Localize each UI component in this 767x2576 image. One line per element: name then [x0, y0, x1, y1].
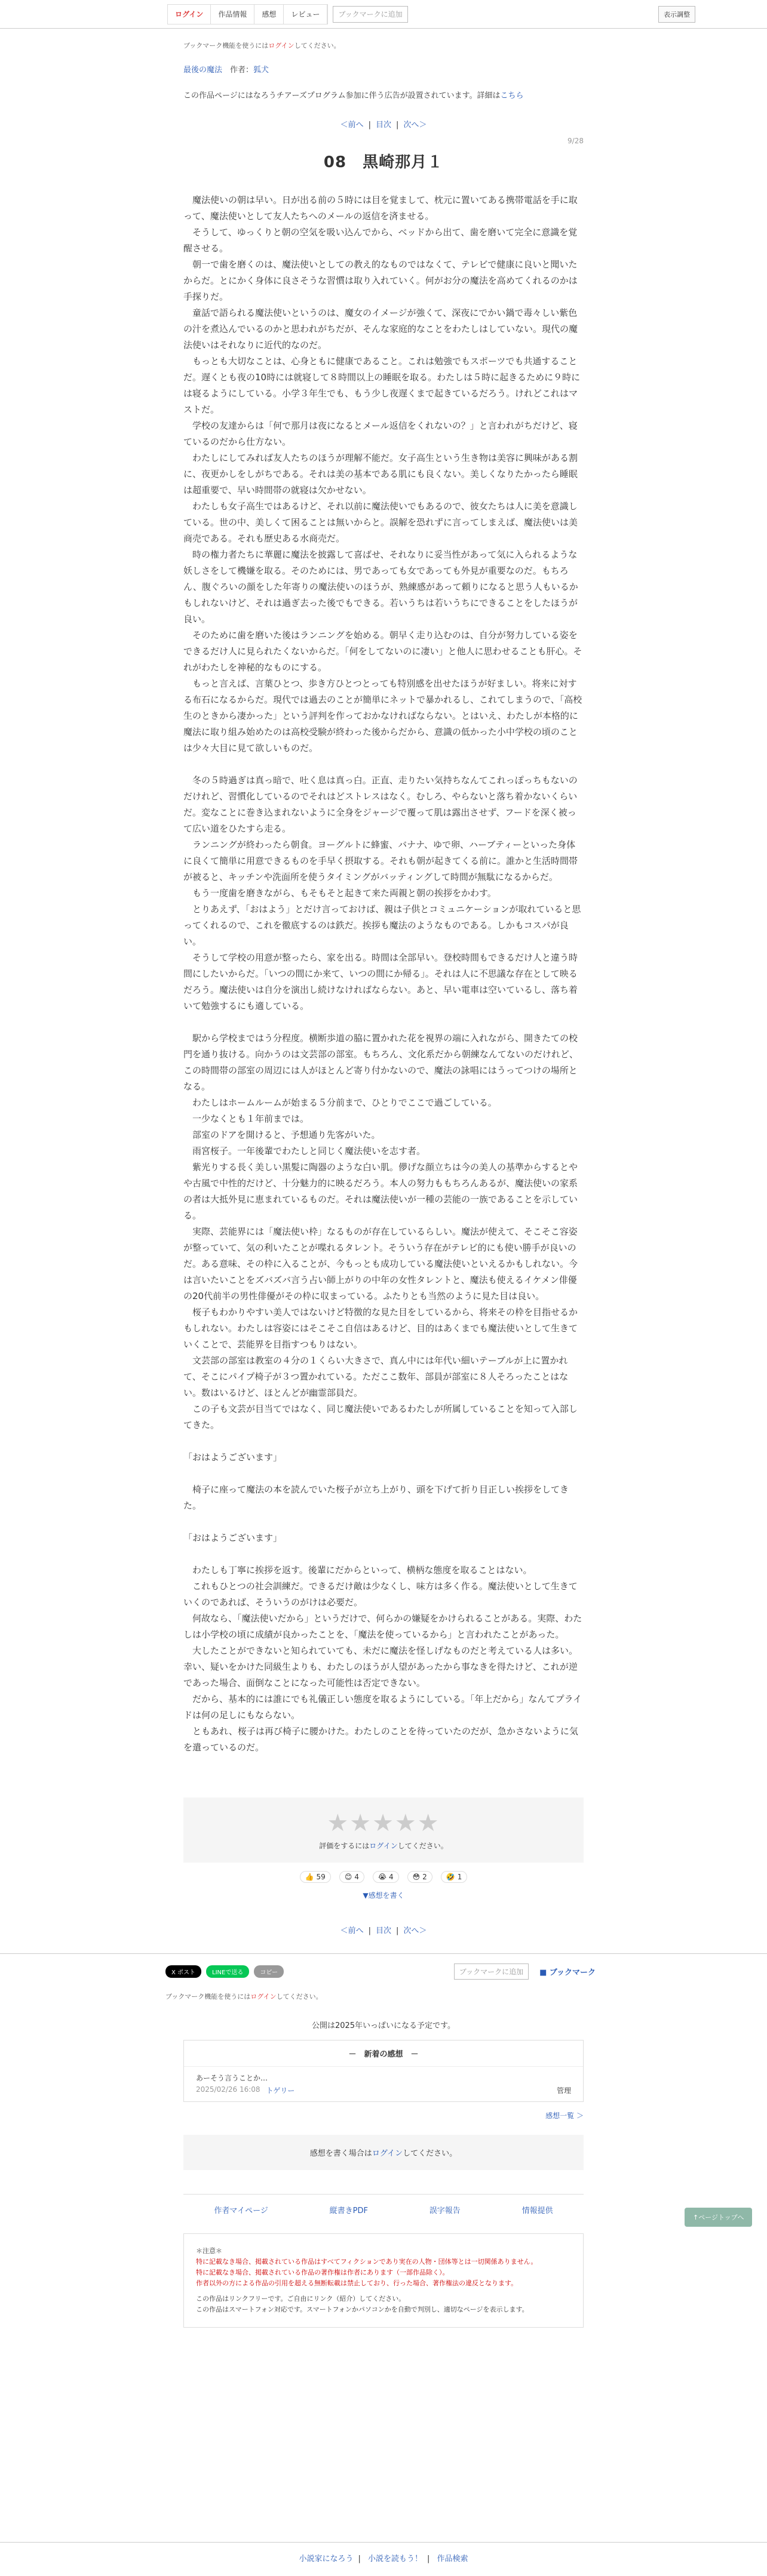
body-paragraph: 雨宮桜子。一年後輩でわたしと同じく魔法使いを志す者。 [183, 1146, 426, 1156]
body-paragraph: わたしはホームルームが始まる５分前まで、ひとりでここで過ごしている。 [183, 1097, 497, 1108]
body-paragraph: だから、基本的には誰にでも礼儀正しい態度を取るようにしている。「年上だから」なんてプライドは何の足しにもならない。 [183, 1694, 582, 1721]
share-bar [165, 1963, 602, 1980]
reviews-head: － 新着の感想 － [348, 2050, 419, 2059]
reaction-button[interactable] [407, 1871, 432, 1883]
work-info-link[interactable]: 作品情報 [211, 5, 254, 24]
reaction-count: 1 [457, 1873, 462, 1881]
body-paragraph: 学校の友達からは「何で那月は夜になるとメール返信をくれないの？」と言われがちだけど、寝ているのだから仕方ない。 [183, 420, 578, 447]
page-top-button[interactable]: ↑ページトップへ [685, 2208, 752, 2227]
body-paragraph: 椅子に座って魔法の本を読んでいた桜子が立ち上がり、頭を下げて折り目正しい挨拶をしてきた。 [183, 1484, 569, 1511]
typo-report-link[interactable]: 誤字報告 [429, 2206, 461, 2215]
login-link[interactable]: ログイン [250, 1993, 277, 2001]
reaction-button[interactable] [441, 1871, 468, 1883]
ad-detail-link[interactable]: こちら [500, 91, 524, 100]
bookmark-add-button[interactable]: ブックマークに追加 [454, 1963, 529, 1980]
author-page-link[interactable]: 作者マイページ [214, 2206, 268, 2215]
body-paragraph: 童話で語られる魔法使いというのは、魔女のイメージが強くて、深夜にでかい鍋で毒々しい紫色の汁を煮込んでいるのかと思われがちだが、そんな家庭的なことをわたしはしていない。現代の魔法使いはそれなりに近代的なのだ。 [183, 307, 578, 350]
bookmark-label[interactable]: ■ ブックマーク [539, 1968, 596, 1977]
bookmark-note: ブックマーク機能を使うにはログインしてください。 [165, 1993, 323, 2001]
reaction-button[interactable] [300, 1871, 331, 1883]
copy-button[interactable]: コピー [254, 1965, 284, 1978]
body-paragraph: これもひとつの社会訓練だ。できるだけ敵は少なくし、味方は多く作る。魔法使いとして生きていくのであれば、そういうのがけは必要だ。 [183, 1581, 578, 1608]
reaction-icon: 😳 [412, 1873, 421, 1881]
recent-reviews [183, 2040, 584, 2102]
body-paragraph: そうして学校の用意が整ったら、家を出る。時間は全部早い。登校時間もできるだけ人と違う時間にしたいからだ。「いつの間にか来て、いつの間にか帰る」。それは人に不思議な存在として映るだろう。魔法使いは自分を演出し続けなければならない。あと、早い電車は空いているし、落ち着いて勉強するにも適している。 [183, 952, 578, 1011]
body-paragraph: わたしも女子高生ではあるけど、それ以前に魔法使いでもあるので、彼女たちは人に美を意識している。世の中、美しくて困ることは無いからと。誤解を恐れずに言ってしまえば、魔法使いは美商売である。それも歴史ある水商売だ。 [183, 501, 578, 544]
body-paragraph: もっと言えば、言葉ひとつ、歩き方ひとつとっても特別感を出せたほうが好ましい。将来に対する布石になるからだ。現代では過去のことが簡単にネットで暴かれるし、これてしまうので、「高校生のときから凄かった」という評判を作っておかなければならない。とはいえ、わたしが本格的に魔法に取り組み始めたのは高校受験が終わった後からだから、意識の低かった小中学校の頃のことは少々大目に見て欲しいものだ。 [183, 678, 582, 753]
body-paragraph: 部室のドアを開けると、予想通り先客がいた。 [183, 1129, 381, 1140]
x-post-button[interactable]: X ポスト [165, 1965, 201, 1978]
next-link[interactable]: 次へ＞ [403, 121, 427, 130]
body-paragraph [183, 1433, 584, 1449]
body-paragraph: もっとも大切なことは、心身ともに健康であること。これは勉強でもスポーツでも共通することだ。遅くとも夜の10時には就寝して８時間以上の睡眠を取る。わたしは５時に起きるために９時には寝るようにしている。小学３年生でも、もう少し夜遅くまで起きているだろう。けれどこれはマストだ。 [183, 356, 581, 415]
body-paragraph [183, 1014, 584, 1030]
impression-link[interactable]: 感想 [254, 5, 284, 24]
body-paragraph: 「おはようございます」 [183, 1532, 283, 1543]
reviews-more-link[interactable]: 感想一覧 ＞ [545, 2112, 584, 2120]
body-paragraph: 時の権力者たちに華麗に魔法を披露して喜ばせ、それなりに妥当性があって気に入られるような妖しさをして機嫌を取る。そのためには、男であっても女であっても外見が重要なのだ。もちろん、腹ぐろいの顔をした年寄りの魔法使いのほうが、熟練感があって頼りになると思う人もいるかもしれないけど、それは過ぎ去った後でもできる。若いうちは若いうちにできることをしたほうが良い。 [183, 549, 578, 624]
bookmark-note: ブックマーク機能を使うにはログインしてください。 [183, 42, 340, 50]
body-paragraph: もう一度歯を磨きながら、もそもそと起きて来た両親と朝の挨拶をかわす。 [183, 888, 496, 898]
body-paragraph: 冬の５時過ぎは真っ暗で、吐く息は真っ白。正直、走りたい気持ちなんてこれっぽっちもないのだけれど、習慣化しているのでそれはどストレスはなく。むしろ、やらないと落ち着かないくらいだ。変なことに巻き込まれないように全身をジャージで覆って肌は露出させず、フードを深く被って広い道をひたすら走る。 [183, 775, 578, 834]
body-paragraph: 何故なら、「魔法使いだから」というだけで、何らかの嫌疑をかけられることがある。実際、わたしは小学校の頃に成績が良かったことを、「魔法を使っているから」と言われたことがあった。 [183, 1613, 582, 1640]
chapter-title: 08 黒崎那月１ [323, 153, 444, 171]
body-paragraph: 紫光りする長く美しい黒髪に陶器のような白い肌。儚げな顔立ちは今の美人の基準からするとやや古風で中性的だけど、十分魅力的に映るだろう。本人の努力ももちろんあるが、魔法使いの家系の者は大抵外見に恵まれているものだ。それは魔法使いが一種の芸能の一族であることを示している。 [183, 1162, 578, 1221]
header-nav [167, 4, 328, 24]
body-paragraph [183, 1514, 584, 1530]
prev-link[interactable]: ＜前へ [340, 121, 364, 130]
reaction-button[interactable] [339, 1871, 364, 1883]
line-share-button[interactable]: LINEで送る [206, 1965, 249, 1978]
next-link[interactable]: 次へ＞ [403, 1926, 427, 1935]
public-note: 公開は2025年いっぱいになる予定です。 [311, 2021, 456, 2030]
review-manage-link[interactable]: 管理 [556, 2086, 571, 2095]
review-item[interactable] [184, 2066, 583, 2101]
body-paragraph: 「おはようございます」 [183, 1452, 283, 1463]
reaction-icon: 😊 [344, 1873, 352, 1881]
footer-link-yomou[interactable]: 小説を読もう！ [367, 2555, 422, 2563]
body-paragraph: この子も文芸が目当てではなく、同じ魔法使いであるわたしが所属していることを知って入部してきた。 [183, 1404, 578, 1430]
body-paragraph: 駅から学校まではう分程度。横断歩道の脇に置かれた花を視界の端に入れながら、開きたての校門を通り抜ける。向かうのは文芸部の部室。もちろん、文化系だから朝練なんてないのだけれど、この時間帯の部室の周辺には人がほとんど寄り付かないので、魔法の詠唱にはうってつけの場所となる。 [183, 1033, 578, 1092]
body-paragraph [183, 1466, 584, 1482]
reaction-icon: 😭 [378, 1873, 387, 1881]
body-paragraph: わたしも丁寧に挨拶を返す。後輩にだからといって、横柄な態度を取ることはない。 [183, 1565, 532, 1575]
site-footer: 小説家になろう | 小説を読もう！ | 作品検索 [0, 2542, 767, 2563]
body-paragraph: 文芸部の部室は教室の４分の１くらい大きさで、真ん中には年代い細いテーブルが上に置かれて、そこにパイプ椅子が３つ置かれている。ただここ数年、部員が部室に８人そろったことはない。数はいるけど、ほとんどが幽霊部員だ。 [183, 1355, 569, 1398]
footer-link-narou[interactable]: 小説家になろう [299, 2555, 354, 2563]
top-header [0, 0, 767, 29]
login-link[interactable]: ログイン [168, 5, 211, 24]
rating-box [183, 1798, 584, 1863]
review-user-link[interactable]: トゲリー [266, 2086, 295, 2095]
login-link[interactable]: ログイン [372, 2149, 403, 2158]
body-paragraph: そのために歯を磨いた後はランニングを始める。朝早く走り込むのは、自分が努力している姿をできるだけ人に見られたくないからだ。「何をしてないのに凄い」と他人に思わせることも肝心。それがわたしを神秘的なものにする。 [183, 630, 582, 673]
bookmark-add-button[interactable]: ブックマークに追加 [333, 6, 407, 23]
pdf-link[interactable]: 縦書きPDF [329, 2206, 368, 2215]
body-paragraph: 桜子もわかりやすい美人ではないけど特徴的な見た目をしているから、将来その枠を目指せるかもしれない。わたしは容姿にはそこそこ自信はあるけど、目的はあくまでも魔法使いとして生きていくことで、芸能界を目指すつもりはない。 [183, 1307, 578, 1350]
novel-body [183, 192, 584, 1756]
body-paragraph: わたしにしてみれば友人たちのほうが理解不能だ。女子高生という生き物は美容に興味がある割に、夜更かしをしがちである。それは美の基本である肌にも良くない。美しくなりたかったら睡眠は超重要で、早い時間帯の就寝は欠かせない。 [183, 453, 578, 495]
reaction-count: 59 [316, 1873, 326, 1881]
review-link[interactable]: レビュー [284, 5, 327, 24]
body-paragraph: 朝一で歯を磨くのは、魔法使いとしての教え的なものではなくて、テレビで健康に良いと聞いたからだ。とにかく身体に良さそうな習慣は取り入れていく。何がお分の魔法を高めてくれるのかは手探りだ。 [183, 259, 578, 302]
reaction-icon: 🤣 [446, 1873, 455, 1881]
body-paragraph: 実際、芸能界には「魔法使い枠」なるものが存在しているらしい。魔法が使えて、そこそこ容姿が整っていて、気の利いたことが喋れるタレント。そういう存在がテレビ的にも使い勝手が良いのだ。ある意味、その枠に入ることが、今もっとも成功している魔法使いといえるかもしれない。今は言いたいことをズバズバ言う占い師上がりの中年の女性タレントと、魔法も使えるイケメン俳優の20代前半の男性俳優がその枠に収まっている。ふたりとも当然のように見た目は良い。 [183, 1226, 578, 1301]
body-paragraph [183, 756, 584, 773]
author-link[interactable]: 狐犬 [253, 66, 269, 75]
reaction-count: 2 [422, 1873, 427, 1881]
star-rating[interactable]: ★★★★★ [327, 1809, 440, 1837]
lower-content [165, 1963, 596, 2328]
work-links [183, 2194, 584, 2215]
pager-bottom: ＜前へ | 目次 | 次へ＞ [340, 1926, 427, 1935]
footer-link-search[interactable]: 作品検索 [437, 2555, 468, 2563]
toc-link[interactable]: 目次 [375, 121, 391, 130]
reaction-icon: 👍 [305, 1873, 314, 1881]
login-link[interactable]: ログイン [268, 42, 294, 50]
main-content [183, 41, 584, 1935]
rating-note: 評価をするにはログインしてください。 [319, 1842, 448, 1850]
reaction-bar [183, 1871, 584, 1883]
review-date: 2025/02/26 16:08 [196, 2085, 260, 2094]
login-link[interactable]: ログイン [369, 1842, 398, 1850]
reaction-count: 4 [389, 1873, 394, 1881]
reaction-count: 4 [354, 1873, 359, 1881]
share-right [454, 1963, 602, 1980]
toc-link[interactable]: 目次 [375, 1926, 391, 1935]
work-meta: 最後の魔法 作者：狐犬 [183, 66, 269, 75]
prev-link[interactable]: ＜前へ [340, 1926, 364, 1935]
body-paragraph: ランニングが終わったら朝食。ヨーグルトに蜂蜜、バナナ、ゆで卵、ハーブティーといった身体に良くて簡単に用意できるものを手早く摂取する。それも朝が起きてくる前に。誰かと生活時間帯が被ると、キッチンや洗面所を使うタイミングがバッティングして時間が無駄になるからだ。 [183, 839, 578, 882]
write-review-box: 感想を書く場合はログインしてください。 [183, 2135, 584, 2170]
display-settings-button[interactable]: 表示調整 [658, 6, 695, 23]
body-paragraph: ともあれ、桜子は再び椅子に腰かけた。わたしのことを待っていたのだが、急かさないように気を遣っているのだ。 [183, 1726, 578, 1753]
page-number: 9/28 [567, 137, 584, 145]
pager-top: ＜前へ | 目次 | 次へ＞ [340, 121, 427, 130]
review-text: あーそう言うことか… [196, 2074, 268, 2082]
notice-box: ＊注意＊ 特に記載なき場合、掲載されている作品はすべてフィクションであり実在の人物・団体等とは一切関係ありません。 特に記載なき場合、掲載されている作品の著作権は作者にあります（一部作品除く）。 作者以外の方による作品の引用を超える無断転載は禁止しており、行った場合、著作権法の違反となります。 この作品はリンクフリーです。ご自由にリンク（紹介）してください。 この作品はスマートフォン対応です。スマートフォンかパソコンかを自動で判別し、適切なページを表示します。 [183, 2233, 584, 2328]
body-paragraph [183, 1546, 584, 1562]
work-title-link[interactable]: 最後の魔法 [183, 66, 223, 75]
write-impression-link[interactable]: ▼感想を書く [363, 1891, 404, 1900]
body-paragraph: そうして、ゆっくりと朝の空気を吸い込んでから、ベッドから出て、歯を磨いて完全に意識を覚醒させる。 [183, 227, 578, 254]
reaction-button[interactable] [373, 1871, 399, 1883]
body-paragraph: 大したことができないと知られていても、未だに魔法を怪しげなものだと考えている人は多い。幸い、疑いをかけた同級生よりも、わたしのほうが人望があったから事なきを得たけど、これが逆であった場合、面倒なことになった可能性は否定できない。 [183, 1645, 578, 1688]
ad-notice: この作品ページにはなろうチアーズプログラム参加に伴う広告が設置されています。詳細はこちら [183, 91, 524, 100]
body-paragraph: 魔法使いの朝は早い。日が出る前の５時には目を覚まして、枕元に置いてある携帯電話を手に取って、魔法使いとして友人たちへのメールの返信を済ませる。 [183, 195, 578, 221]
body-paragraph: とりあえず、「おはよう」とだけ言っておけば、親は子供とコミュニケーションが取れていると思ってくれるので、これを徹底するのは鉄だ。挨拶も魔法のようなものである。しかもコスパが良い。 [183, 904, 581, 947]
body-paragraph: 一少なくとも１年前までは。 [183, 1113, 309, 1124]
info-report-link[interactable]: 情報提供 [521, 2206, 553, 2215]
